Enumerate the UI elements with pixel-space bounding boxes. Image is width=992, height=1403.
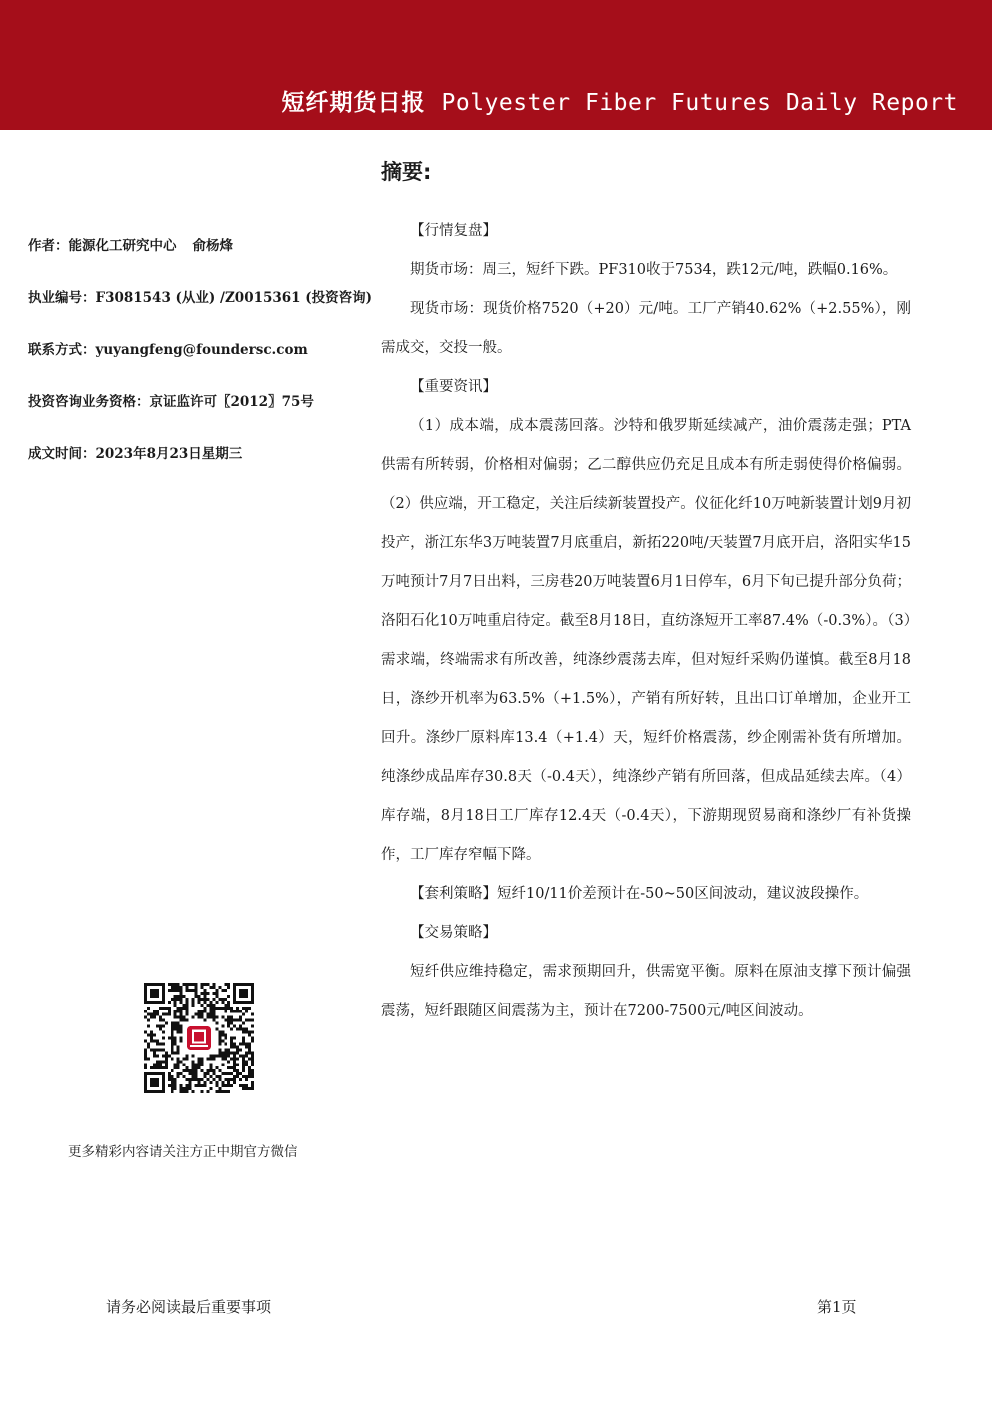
- report-title: [282, 84, 959, 117]
- summary-heading: 摘要:: [381, 160, 432, 184]
- paragraph-futures-market: 期货市场：周三，短纤下跌。PF310收于7534，跌12元/吨，跌幅0.16%。: [410, 262, 898, 278]
- qualification-label: 投资咨询业务资格：: [28, 394, 150, 410]
- footer-page-number: 第1页: [817, 1298, 857, 1316]
- section-heading-key-news: 【重要资讯】: [410, 379, 497, 395]
- contact-label: 联系方式：: [28, 342, 96, 358]
- qualification-value: 京证监许可〖2012〗75号: [149, 394, 314, 410]
- contact-email[interactable]: yuyangfeng@foundersc.com: [95, 342, 308, 358]
- date-label: 成文时间：: [28, 446, 96, 462]
- paragraph-key-news: （1）成本端，成本震荡回落。沙特和俄罗斯延续减产，油价震荡走强；PTA供需有所转弱，价格相对偏弱；乙二醇供应仍充足且成本有所走弱使得价格偏弱。（2）供应端，开工稳定，关注后续新装置投产。仪征化纤10万吨新装置计划9月初投产，浙江东华3万吨装置7月底重启，新拓220吨/天装置7月底开启，洛阳实华15万吨预计7月7日出料，三房巷20万吨装置6月1日停车，6月下旬已提升部分负荷；洛阳石化10万吨重启待定。截至8月18日，直纺涤短开工率87.4%（-0.3%）。（3）需求端，终端需求有所改善，纯涤纱震荡去库，但对短纤采购仍谨慎。截至8月18日，涤纱开机率为63.5%（+1.5%），产销有所好转，且出口订单增加，企业开工回升。涤纱厂原料库13.4（+1.4）天，短纤价格震荡，纱企刚需补货有所增加。纯涤纱成品库存30.8天（-0.4天），纯涤纱产销有所回落，但成品延续去库。（4）库存端，8月18日工厂库存12.4天（-0.4天），下游期现贸易商和涤纱厂有补货操作，工厂库存窄幅下降。: [381, 418, 911, 863]
- footer-notice: 请务必阅读最后重要事项: [106, 1298, 272, 1316]
- date-row: [28, 442, 368, 494]
- qr-caption: 更多精彩内容请关注方正中期官方微信: [68, 1144, 298, 1160]
- qr-logo-icon: [187, 1026, 211, 1050]
- paragraph-arbitrage-strategy: 【套利策略】短纤10/11价差预计在-50~50区间波动，建议波段操作。: [410, 886, 869, 902]
- author-dept: 能源化工研究中心: [68, 238, 177, 254]
- author-name: 俞杨烽: [192, 238, 233, 254]
- paragraph-trading-strategy: 短纤供应维持稳定，需求预期回升，供需宽平衡。原料在原油支撑下预计偏强震荡，短纤跟随区间震荡为主，预计在7200-7500元/吨区间波动。: [381, 964, 911, 1019]
- license-row: [28, 286, 373, 338]
- qualification-row: [28, 390, 368, 442]
- section-heading-market-review: 【行情复盘】: [410, 223, 497, 239]
- section-heading-trading-strategy: 【交易策略】: [410, 925, 497, 941]
- report-title-cn: 短纤期货日报: [281, 90, 426, 116]
- date-value: 2023年8月23日星期三: [95, 446, 243, 462]
- contact-row: [28, 338, 368, 390]
- paragraph-spot-market: 现货市场：现货价格7520（+20）元/吨。工厂产销40.62%（+2.55%），刚需成交，交投一般。: [381, 301, 911, 356]
- license-label: 执业编号：: [28, 290, 96, 306]
- header-banner: [0, 0, 992, 130]
- license-value: F3081543 (从业) /Z0015361 (投资咨询): [95, 290, 373, 306]
- qr-code: [144, 983, 254, 1093]
- author-row: [28, 234, 368, 286]
- author-label: 作者：: [28, 238, 69, 254]
- author-info: [28, 234, 373, 494]
- report-title-en: Polyester Fiber Futures Daily Report: [441, 90, 958, 116]
- report-body: [381, 212, 911, 1031]
